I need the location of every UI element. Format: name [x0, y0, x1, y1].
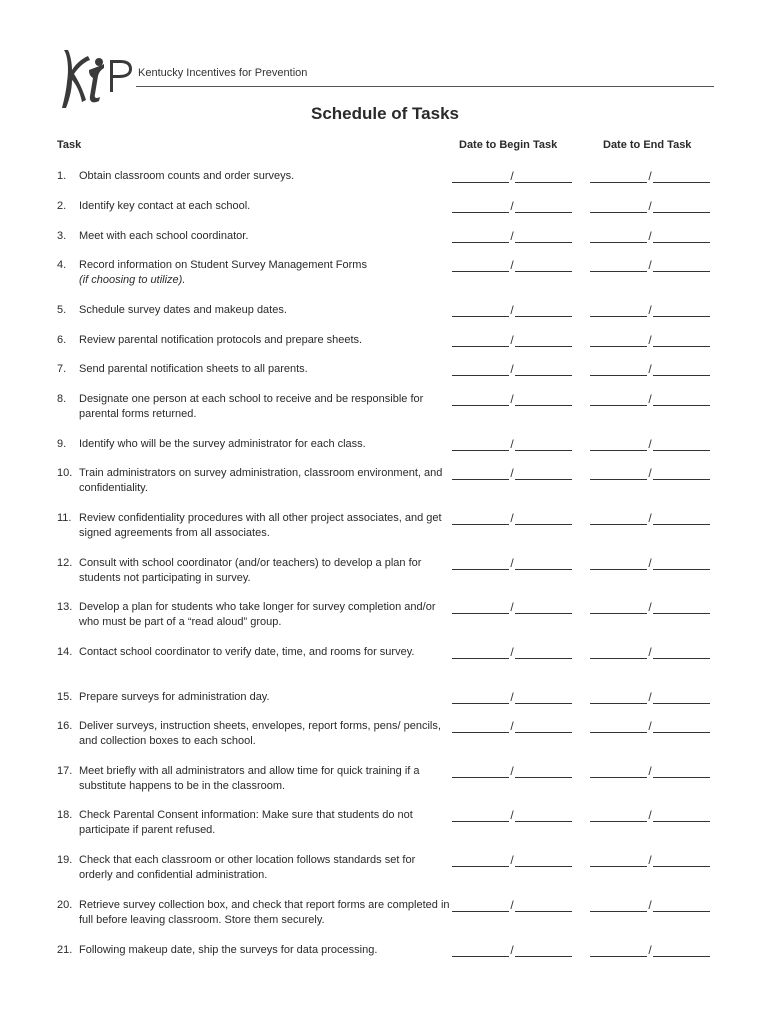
task-description [79, 645, 451, 660]
task-text: Designate one person at each school to receive and be responsible for parental forms returned. [79, 393, 424, 420]
begin-date-blank-month[interactable] [452, 821, 509, 822]
task-text: Prepare surveys for administration day. [79, 691, 270, 703]
begin-date-blank-day[interactable] [515, 479, 572, 480]
date-separator: / [510, 437, 514, 451]
end-date-blank-day[interactable] [653, 182, 710, 183]
end-date-blank-month[interactable] [590, 658, 647, 659]
begin-date-blank-day[interactable] [515, 242, 572, 243]
end-date-blank-month[interactable] [590, 450, 647, 451]
task-text: Schedule survey dates and makeup dates. [79, 304, 287, 316]
end-date-blank-day[interactable] [653, 777, 710, 778]
date-separator: / [510, 690, 514, 704]
task-description [79, 808, 451, 838]
task-description [79, 600, 451, 630]
date-separator: / [648, 511, 652, 525]
begin-date-blank-day[interactable] [515, 732, 572, 733]
end-date-field[interactable] [590, 466, 712, 481]
date-separator: / [648, 645, 652, 659]
date-separator: / [648, 764, 652, 778]
end-date-field[interactable] [590, 258, 712, 273]
end-date-blank-month[interactable] [590, 405, 647, 406]
end-date-blank-day[interactable] [653, 911, 710, 912]
document-title: Schedule of Tasks [310, 104, 459, 123]
task-text: Meet with each school coordinator. [79, 230, 249, 242]
begin-date-blank-day[interactable] [515, 911, 572, 912]
date-separator: / [510, 511, 514, 525]
begin-date-field[interactable] [452, 556, 574, 571]
begin-date-blank-day[interactable] [515, 777, 572, 778]
date-separator: / [648, 199, 652, 213]
date-separator: / [648, 362, 652, 376]
end-date-blank-month[interactable] [590, 524, 647, 525]
task-description [79, 853, 451, 883]
begin-date-field[interactable] [452, 392, 574, 407]
task-number: 10. [57, 467, 73, 479]
begin-date-blank-day[interactable] [515, 569, 572, 570]
begin-date-blank-month[interactable] [452, 777, 509, 778]
begin-date-blank-month[interactable] [452, 450, 509, 451]
end-date-field[interactable] [590, 764, 712, 779]
task-text: Retrieve survey collection box, and check that report forms are completed in full before leaving classroom. Store them securely. [79, 899, 450, 926]
end-date-blank-day[interactable] [653, 703, 710, 704]
begin-date-blank-day[interactable] [515, 866, 572, 867]
kip-logo [58, 48, 138, 110]
end-date-field[interactable] [590, 853, 712, 868]
task-text: Check Parental Consent information: Make sure that students do not participate if parent refused. [79, 809, 413, 836]
end-date-blank-day[interactable] [653, 271, 710, 272]
begin-date-blank-month[interactable] [452, 346, 509, 347]
end-date-field[interactable] [590, 362, 712, 377]
task-number: 1. [57, 170, 67, 182]
task-text: Develop a plan for students who take longer for survey completion and/or who must be part of a “read aloud” group. [79, 601, 436, 628]
task-description [79, 229, 451, 244]
begin-date-blank-day[interactable] [515, 375, 572, 376]
begin-date-blank-month[interactable] [452, 703, 509, 704]
begin-date-field[interactable] [452, 333, 574, 348]
task-text: Identify key contact at each school. [79, 200, 251, 212]
begin-date-field[interactable] [452, 898, 574, 913]
end-date-field[interactable] [590, 199, 712, 214]
begin-date-blank-month[interactable] [452, 911, 509, 912]
date-separator: / [510, 362, 514, 376]
task-number: 11. [57, 512, 72, 524]
task-description [79, 169, 451, 184]
date-separator: / [510, 199, 514, 213]
end-date-blank-day[interactable] [653, 732, 710, 733]
date-separator: / [510, 808, 514, 822]
task-text: Review parental notification protocols and prepare sheets. [79, 334, 363, 346]
task-text: Following makeup date, ship the surveys for data processing. [79, 944, 378, 956]
end-date-field[interactable] [590, 333, 712, 348]
task-number: 7. [57, 363, 67, 375]
task-number: 19. [57, 854, 73, 866]
begin-date-blank-month[interactable] [452, 524, 509, 525]
end-date-blank-month[interactable] [590, 212, 647, 213]
begin-date-field[interactable] [452, 303, 574, 318]
end-date-field[interactable] [590, 645, 712, 660]
task-description [79, 943, 451, 958]
task-text: Meet briefly with all administrators and allow time for quick training if a substitute happens to be in the classroom. [79, 765, 420, 792]
date-separator: / [648, 169, 652, 183]
end-date-field[interactable] [590, 169, 712, 184]
end-date-field[interactable] [590, 808, 712, 823]
task-description [79, 303, 451, 318]
begin-date-field[interactable] [452, 690, 574, 705]
date-separator: / [648, 437, 652, 451]
date-separator: / [510, 719, 514, 733]
begin-date-blank-month[interactable] [452, 242, 509, 243]
date-separator: / [648, 690, 652, 704]
begin-date-field[interactable] [452, 511, 574, 526]
header-divider [136, 86, 714, 87]
column-header-begin-date: Date to Begin Task [459, 139, 558, 151]
end-date-blank-month[interactable] [590, 182, 647, 183]
task-description [79, 556, 451, 586]
begin-date-blank-month[interactable] [452, 732, 509, 733]
begin-date-blank-month[interactable] [452, 613, 509, 614]
begin-date-blank-day[interactable] [515, 450, 572, 451]
end-date-blank-month[interactable] [590, 777, 647, 778]
begin-date-field[interactable] [452, 466, 574, 481]
task-number: 9. [57, 438, 67, 450]
begin-date-blank-month[interactable] [452, 405, 509, 406]
begin-date-blank-month[interactable] [452, 375, 509, 376]
begin-date-blank-day[interactable] [515, 316, 572, 317]
begin-date-blank-month[interactable] [452, 479, 509, 480]
task-number: 15. [57, 691, 73, 703]
date-separator: / [648, 600, 652, 614]
begin-date-field[interactable] [452, 600, 574, 615]
task-description [79, 258, 451, 288]
date-separator: / [510, 764, 514, 778]
date-separator: / [648, 229, 652, 243]
task-text: Obtain classroom counts and order surveys. [79, 170, 295, 182]
date-separator: / [510, 556, 514, 570]
end-date-blank-month[interactable] [590, 271, 647, 272]
end-date-blank-month[interactable] [590, 911, 647, 912]
end-date-field[interactable] [590, 437, 712, 452]
date-separator: / [510, 898, 514, 912]
end-date-blank-day[interactable] [653, 346, 710, 347]
begin-date-field[interactable] [452, 362, 574, 377]
end-date-blank-month[interactable] [590, 346, 647, 347]
task-number: 4. [57, 259, 67, 271]
end-date-field[interactable] [590, 392, 712, 407]
date-separator: / [510, 600, 514, 614]
begin-date-blank-month[interactable] [452, 569, 509, 570]
begin-date-field[interactable] [452, 229, 574, 244]
end-date-blank-day[interactable] [653, 866, 710, 867]
task-description [79, 333, 451, 348]
task-text: Consult with school coordinator (and/or teachers) to develop a plan for students not participating in survey. [79, 557, 422, 584]
end-date-field[interactable] [590, 511, 712, 526]
begin-date-blank-month[interactable] [452, 271, 509, 272]
task-number: 14. [57, 646, 73, 658]
end-date-blank-month[interactable] [590, 613, 647, 614]
begin-date-blank-day[interactable] [515, 613, 572, 614]
date-separator: / [648, 556, 652, 570]
end-date-blank-month[interactable] [590, 569, 647, 570]
task-text: Deliver surveys, instruction sheets, envelopes, report forms, pens/ pencils, and collection boxes to each school. [79, 720, 441, 747]
task-note: (if choosing to utilize). [79, 274, 186, 286]
task-text: Contact school coordinator to verify date, time, and rooms for survey. [79, 646, 415, 658]
task-description [79, 690, 451, 705]
task-description [79, 719, 451, 749]
task-description [79, 392, 451, 422]
task-number: 20. [57, 899, 73, 911]
date-separator: / [648, 943, 652, 957]
begin-date-blank-day[interactable] [515, 821, 572, 822]
begin-date-field[interactable] [452, 764, 574, 779]
task-text: Review confidentiality procedures with all other project associates, and get signed agreements from all associates. [79, 512, 442, 539]
task-number: 8. [57, 393, 67, 405]
task-text: Check that each classroom or other location follows standards set for orderly and confidential administration. [79, 854, 416, 881]
task-description [79, 898, 451, 928]
begin-date-blank-month[interactable] [452, 316, 509, 317]
begin-date-blank-day[interactable] [515, 703, 572, 704]
end-date-field[interactable] [590, 556, 712, 571]
begin-date-blank-day[interactable] [515, 182, 572, 183]
task-number: 12. [57, 557, 73, 569]
begin-date-blank-day[interactable] [515, 524, 572, 525]
task-number: 21. [57, 944, 73, 956]
column-header-end-date: Date to End Task [603, 139, 692, 151]
end-date-field[interactable] [590, 719, 712, 734]
task-description [79, 362, 451, 377]
end-date-field[interactable] [590, 943, 712, 958]
date-separator: / [510, 392, 514, 406]
organization-name: Kentucky Incentives for Prevention [138, 67, 308, 79]
end-date-blank-day[interactable] [653, 524, 710, 525]
begin-date-field[interactable] [452, 169, 574, 184]
end-date-blank-day[interactable] [653, 821, 710, 822]
end-date-blank-day[interactable] [653, 450, 710, 451]
date-separator: / [510, 229, 514, 243]
end-date-field[interactable] [590, 898, 712, 913]
end-date-field[interactable] [590, 229, 712, 244]
end-date-blank-day[interactable] [653, 405, 710, 406]
date-separator: / [510, 333, 514, 347]
begin-date-blank-day[interactable] [515, 346, 572, 347]
begin-date-blank-day[interactable] [515, 405, 572, 406]
end-date-blank-month[interactable] [590, 479, 647, 480]
date-separator: / [510, 943, 514, 957]
task-text: Send parental notification sheets to all parents. [79, 363, 308, 375]
end-date-field[interactable] [590, 600, 712, 615]
task-number: 18. [57, 809, 73, 821]
task-number: 13. [57, 601, 73, 613]
date-separator: / [648, 719, 652, 733]
begin-date-blank-day[interactable] [515, 658, 572, 659]
date-separator: / [648, 466, 652, 480]
end-date-blank-day[interactable] [653, 242, 710, 243]
date-separator: / [510, 258, 514, 272]
date-separator: / [648, 258, 652, 272]
date-separator: / [648, 853, 652, 867]
date-separator: / [510, 853, 514, 867]
date-separator: / [648, 392, 652, 406]
task-text: Record information on Student Survey Management Forms [79, 259, 367, 271]
date-separator: / [510, 169, 514, 183]
task-description [79, 466, 451, 496]
begin-date-blank-day[interactable] [515, 956, 572, 957]
task-number: 3. [57, 230, 67, 242]
end-date-blank-month[interactable] [590, 821, 647, 822]
task-number: 17. [57, 765, 73, 777]
end-date-blank-month[interactable] [590, 242, 647, 243]
end-date-blank-month[interactable] [590, 866, 647, 867]
end-date-blank-day[interactable] [653, 613, 710, 614]
task-number: 16. [57, 720, 73, 732]
end-date-blank-month[interactable] [590, 316, 647, 317]
end-date-field[interactable] [590, 303, 712, 318]
end-date-blank-day[interactable] [653, 375, 710, 376]
column-header-task: Task [57, 139, 82, 151]
task-text: Identify who will be the survey administrator for each class. [79, 438, 366, 450]
date-separator: / [648, 333, 652, 347]
task-description [79, 511, 451, 541]
date-separator: / [648, 898, 652, 912]
end-date-blank-month[interactable] [590, 375, 647, 376]
end-date-blank-month[interactable] [590, 732, 647, 733]
date-separator: / [648, 303, 652, 317]
end-date-blank-day[interactable] [653, 569, 710, 570]
begin-date-field[interactable] [452, 437, 574, 452]
end-date-field[interactable] [590, 690, 712, 705]
date-separator: / [510, 303, 514, 317]
begin-date-blank-month[interactable] [452, 658, 509, 659]
task-number: 5. [57, 304, 67, 316]
begin-date-blank-month[interactable] [452, 212, 509, 213]
end-date-blank-day[interactable] [653, 479, 710, 480]
begin-date-field[interactable] [452, 258, 574, 273]
begin-date-blank-day[interactable] [515, 212, 572, 213]
begin-date-field[interactable] [452, 808, 574, 823]
end-date-blank-month[interactable] [590, 703, 647, 704]
end-date-blank-day[interactable] [653, 212, 710, 213]
task-description [79, 764, 451, 794]
date-separator: / [510, 466, 514, 480]
begin-date-field[interactable] [452, 943, 574, 958]
begin-date-field[interactable] [452, 199, 574, 214]
begin-date-blank-month[interactable] [452, 956, 509, 957]
logo-text [138, 48, 139, 49]
date-separator: / [510, 645, 514, 659]
task-description [79, 199, 451, 214]
end-date-blank-day[interactable] [653, 316, 710, 317]
end-date-blank-month[interactable] [590, 956, 647, 957]
begin-date-blank-day[interactable] [515, 271, 572, 272]
begin-date-field[interactable] [452, 719, 574, 734]
task-description [79, 437, 451, 452]
begin-date-blank-month[interactable] [452, 182, 509, 183]
begin-date-blank-month[interactable] [452, 866, 509, 867]
end-date-blank-day[interactable] [653, 658, 710, 659]
begin-date-field[interactable] [452, 645, 574, 660]
task-number: 2. [57, 200, 67, 212]
task-number: 6. [57, 334, 67, 346]
begin-date-field[interactable] [452, 853, 574, 868]
task-text: Train administrators on survey administration, classroom environment, and confidentiality. [79, 467, 443, 494]
end-date-blank-day[interactable] [653, 956, 710, 957]
date-separator: / [648, 808, 652, 822]
